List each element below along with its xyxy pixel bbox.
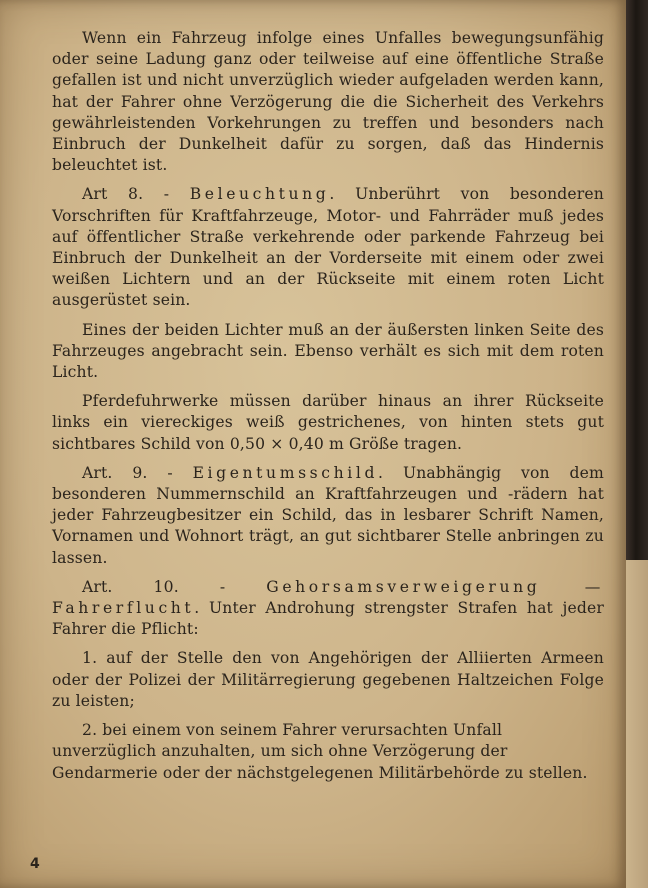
article-9-number: Art. 9. - bbox=[82, 463, 193, 482]
list-item-1: 1. auf der Stelle den von Angehörigen der Alliierten Armeen oder der Polizei der Militärregierung gegebenen Haltzeichen Folge zu leisten; bbox=[52, 649, 604, 710]
list-item-2: 2. bei einem von seinem Fahrer verursachten Unfall unverzüglich anzuhalten, um sich ohne Verzögerung der Gendarmerie oder der nächstgelegenen Militärbehörde zu stellen. bbox=[52, 721, 588, 782]
article-10 bbox=[52, 577, 604, 641]
paragraph-lights-position: Eines der beiden Lichter muß an der äußersten linken Seite des Fahrzeuges angebracht sein. Ebenso verhält es sich mit dem roten Licht. bbox=[52, 320, 604, 382]
article-8-body: . Unberührt von besonderen Vorschriften für Kraftfahrzeuge, Motor- und Fahrräder muß jedes auf öffentlicher Straße verkehrende oder parkende Fahrzeug bei Einbruch der Dunkelheit an der Vorderseite mit einem oder zwei weißen Lichtern und an der Rückseite mit einem roten Licht ausgerüstet sein. bbox=[52, 185, 604, 310]
paragraph-accident: Wenn ein Fahrzeug infolge eines Unfalles bewegungsunfähig oder seine Ladung ganz oder teilweise auf eine öffentliche Straße gefallen ist und nicht unverzüglich wieder aufgeladen werden kann, hat der Fahrer ohne Verzögerung die die Sicherheit des Verkehrs gewährleistenden Vorkehrungen zu treffen und besonders nach Einbruch der Dunkelheit dafür zu sorgen, daß das Hindernis beleuchtet ist. bbox=[52, 29, 604, 175]
article-9 bbox=[52, 463, 604, 569]
article-9-title: Eigentumsschild bbox=[192, 463, 379, 482]
page-text bbox=[52, 28, 604, 792]
article-10-body: . Unter Androhung strengster Strafen hat jeder Fahrer die Pflicht: bbox=[52, 599, 604, 639]
article-8-title: Beleuchtung bbox=[189, 185, 330, 204]
paragraph-horse-carts: Pferdefuhrwerke müssen darüber hinaus an ihrer Rückseite links ein viereckiges weiß gestrichenes, von hinten stets gut sichtbares Schild von 0,50 × 0,40 m Größe tragen. bbox=[52, 392, 604, 453]
article-10-title: Gehorsamsverweigerung — Fahrerflucht bbox=[52, 577, 604, 618]
article-10-number: Art. 10. - bbox=[82, 577, 267, 596]
book-binding-edge bbox=[626, 0, 648, 888]
article-8 bbox=[52, 184, 604, 311]
article-8-number: Art 8. - bbox=[82, 185, 190, 204]
page-number: 4 bbox=[30, 856, 40, 872]
article-9-body: . Unabhängig von dem besonderen Nummernschild an Kraftfahrzeugen und -rädern hat jeder Fahrzeugbesitzer ein Schild, das in lesbarer Schrift Namen, Vornamen und Wohnort trägt, an gut sichtbarer Stelle anbringen zu lassen. bbox=[52, 463, 604, 567]
